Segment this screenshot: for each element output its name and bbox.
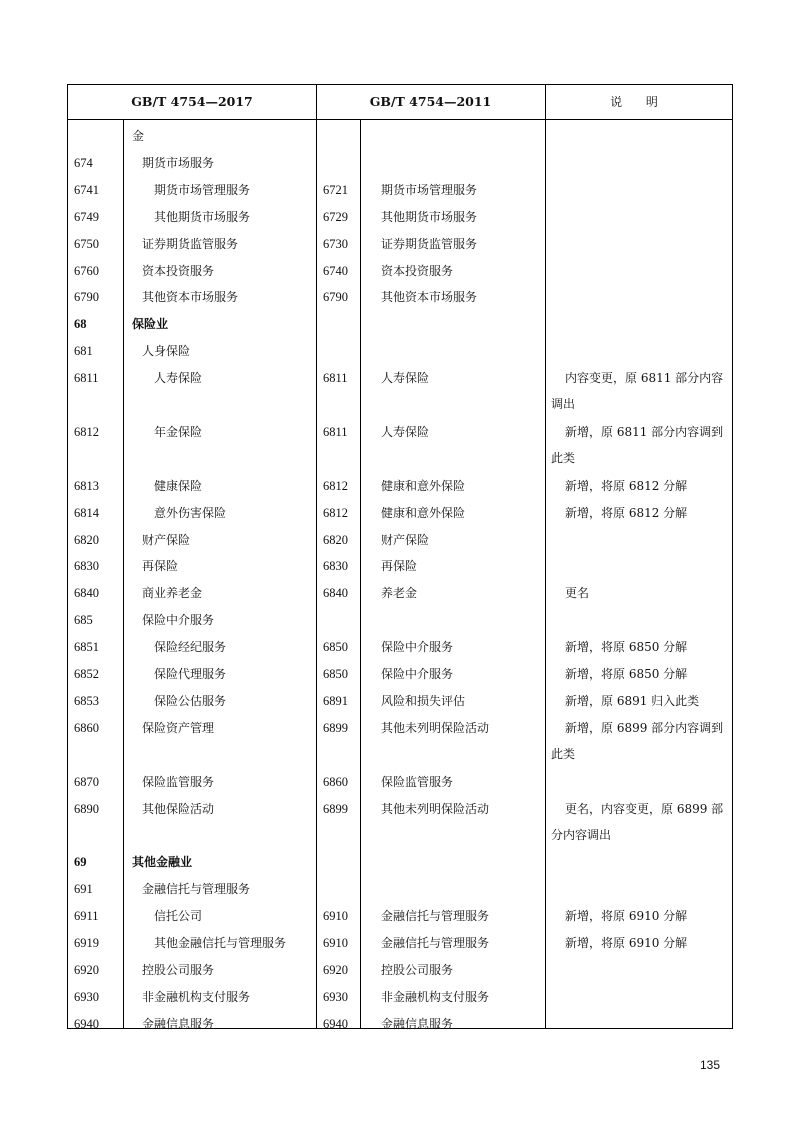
new-name: 保险中介服务 (142, 613, 215, 628)
new-code: 6930 (74, 989, 99, 1004)
old-code: 6850 (323, 667, 348, 681)
new-code: 6750 (74, 236, 99, 251)
old-code: 6729 (323, 209, 348, 224)
header-gbt-2017: GB/T 4754—2017 (131, 94, 253, 109)
header-note: 说 明 (610, 95, 668, 109)
note: 新增，将原 6812 分解 (565, 505, 688, 520)
note: 新增，原 6811 部分内容调到此类 (551, 424, 724, 465)
new-code: 6911 (74, 909, 99, 924)
new-name: 资本投资服务 (142, 263, 215, 278)
old-name: 风险和损失评估 (381, 693, 466, 708)
new-name: 非金融机构支付服务 (142, 989, 251, 1004)
new-name: 期货市场服务 (142, 155, 215, 170)
new-name: 金融信托与管理服务 (142, 882, 251, 897)
new-name: 保险代理服务 (154, 667, 227, 681)
old-code: 6812 (323, 478, 348, 493)
new-name: 其他金融信托与管理服务 (154, 936, 287, 950)
old-name: 再保险 (381, 559, 418, 574)
old-code: 6891 (323, 693, 348, 708)
rule-old-code (360, 119, 361, 1029)
old-code: 6820 (323, 532, 348, 547)
old-name: 其他未列明保险活动 (381, 720, 490, 735)
note: 新增，将原 6812 分解 (565, 478, 688, 493)
new-code: 6860 (74, 720, 99, 735)
old-name: 资本投资服务 (381, 263, 454, 278)
new-code: 6811 (74, 371, 99, 386)
header-gbt-2011: GB/T 4754—2011 (369, 94, 492, 109)
new-name: 其他金融业 (132, 855, 193, 870)
old-name: 其他资本市场服务 (381, 290, 478, 305)
new-name: 期货市场管理服务 (154, 182, 251, 197)
old-name: 保险中介服务 (381, 667, 454, 681)
old-code: 6940 (323, 1016, 348, 1031)
new-code: 691 (74, 882, 93, 897)
new-code: 6760 (74, 263, 99, 278)
old-code: 6850 (323, 640, 348, 655)
old-code: 6721 (323, 182, 348, 197)
old-name: 非金融机构支付服务 (381, 989, 490, 1004)
new-code: 685 (74, 613, 93, 628)
old-code: 6740 (323, 263, 348, 278)
new-name: 保险经纪服务 (154, 640, 227, 655)
new-name: 保险监管服务 (142, 774, 215, 789)
old-code: 6910 (323, 909, 348, 924)
new-name: 控股公司服务 (142, 962, 215, 977)
old-name: 控股公司服务 (381, 962, 454, 977)
old-code: 6860 (323, 774, 348, 789)
note: 内容变更，原 6811 部分内容调出 (551, 371, 724, 412)
new-code: 6940 (74, 1016, 99, 1031)
old-code: 6920 (323, 962, 348, 977)
new-code: 681 (74, 344, 93, 359)
new-code: 6853 (74, 693, 99, 708)
new-code: 6812 (74, 424, 99, 439)
new-code: 6870 (74, 774, 99, 789)
new-code: 6919 (74, 936, 99, 950)
page-number: 135 (700, 1058, 721, 1072)
old-name: 人寿保险 (381, 371, 430, 386)
old-name: 保险中介服务 (381, 640, 454, 655)
new-name: 财产保险 (142, 532, 191, 547)
new-name: 商业养老金 (142, 586, 203, 601)
note: 新增，原 6891 归入此类 (565, 693, 700, 708)
classification-table (67, 84, 733, 1029)
old-code: 6812 (323, 505, 348, 520)
note: 新增，将原 6910 分解 (565, 936, 688, 950)
old-code: 6899 (323, 720, 348, 735)
new-code: 6840 (74, 586, 99, 601)
note: 新增，将原 6850 分解 (565, 667, 688, 681)
new-name: 保险公估服务 (154, 693, 227, 708)
old-name: 其他期货市场服务 (381, 209, 478, 224)
old-name: 养老金 (381, 586, 418, 601)
old-code: 6899 (323, 801, 348, 816)
old-code: 6830 (323, 559, 348, 574)
new-name: 意外伤害保险 (154, 505, 227, 520)
new-name: 年金保险 (154, 424, 203, 439)
old-name: 期货市场管理服务 (381, 182, 478, 197)
note: 新增，将原 6850 分解 (565, 640, 688, 655)
new-code: 6813 (74, 478, 99, 493)
old-code: 6910 (323, 936, 348, 950)
old-name: 人寿保险 (381, 424, 430, 439)
old-name: 证券期货监管服务 (381, 236, 478, 251)
old-code: 6930 (323, 989, 348, 1004)
new-code: 6790 (74, 290, 99, 305)
rule-group-divider (316, 85, 317, 1029)
new-code: 6851 (74, 640, 99, 655)
old-code: 6811 (323, 371, 348, 386)
new-name: 保险资产管理 (142, 720, 215, 735)
new-code: 6830 (74, 559, 99, 574)
new-code: 68 (74, 317, 87, 332)
header-rule (68, 119, 732, 120)
new-name: 其他保险活动 (142, 801, 215, 816)
old-name: 财产保险 (381, 532, 430, 547)
note: 新增，将原 6910 分解 (565, 909, 688, 924)
rule-new-code (123, 119, 124, 1029)
note: 更名，内容变更，原 6899 部分内容调出 (551, 801, 724, 842)
new-name: 证券期货监管服务 (142, 236, 239, 251)
old-name: 金融信托与管理服务 (381, 909, 490, 924)
old-code: 6840 (323, 586, 348, 601)
new-code: 69 (74, 855, 87, 870)
new-code: 6920 (74, 962, 99, 977)
old-name: 其他未列明保险活动 (381, 801, 490, 816)
new-code: 674 (74, 155, 93, 170)
new-name: 人身保险 (142, 344, 191, 359)
old-name: 健康和意外保险 (381, 505, 466, 520)
old-code: 6811 (323, 424, 348, 439)
old-code: 6790 (323, 290, 348, 305)
old-name: 保险监管服务 (381, 774, 454, 789)
new-code: 6820 (74, 532, 99, 547)
new-name: 再保险 (142, 559, 179, 574)
old-code: 6730 (323, 236, 348, 251)
new-code: 6852 (74, 667, 99, 681)
new-name: 金融信息服务 (142, 1016, 215, 1031)
new-name: 信托公司 (154, 909, 203, 924)
new-code: 6814 (74, 505, 99, 520)
new-name: 金 (132, 129, 145, 143)
old-name: 金融信托与管理服务 (381, 936, 490, 950)
new-name: 人寿保险 (154, 371, 203, 386)
new-code: 6890 (74, 801, 99, 816)
new-name: 保险业 (132, 317, 169, 332)
new-name: 健康保险 (154, 478, 203, 493)
old-name: 金融信息服务 (381, 1016, 454, 1031)
new-name: 其他期货市场服务 (154, 209, 251, 224)
note: 更名 (565, 586, 590, 601)
old-name: 健康和意外保险 (381, 478, 466, 493)
new-name: 其他资本市场服务 (142, 290, 239, 305)
new-code: 6741 (74, 182, 99, 197)
rule-note (545, 85, 546, 1029)
new-code: 6749 (74, 209, 99, 224)
note: 新增，原 6899 部分内容调到此类 (551, 720, 724, 761)
